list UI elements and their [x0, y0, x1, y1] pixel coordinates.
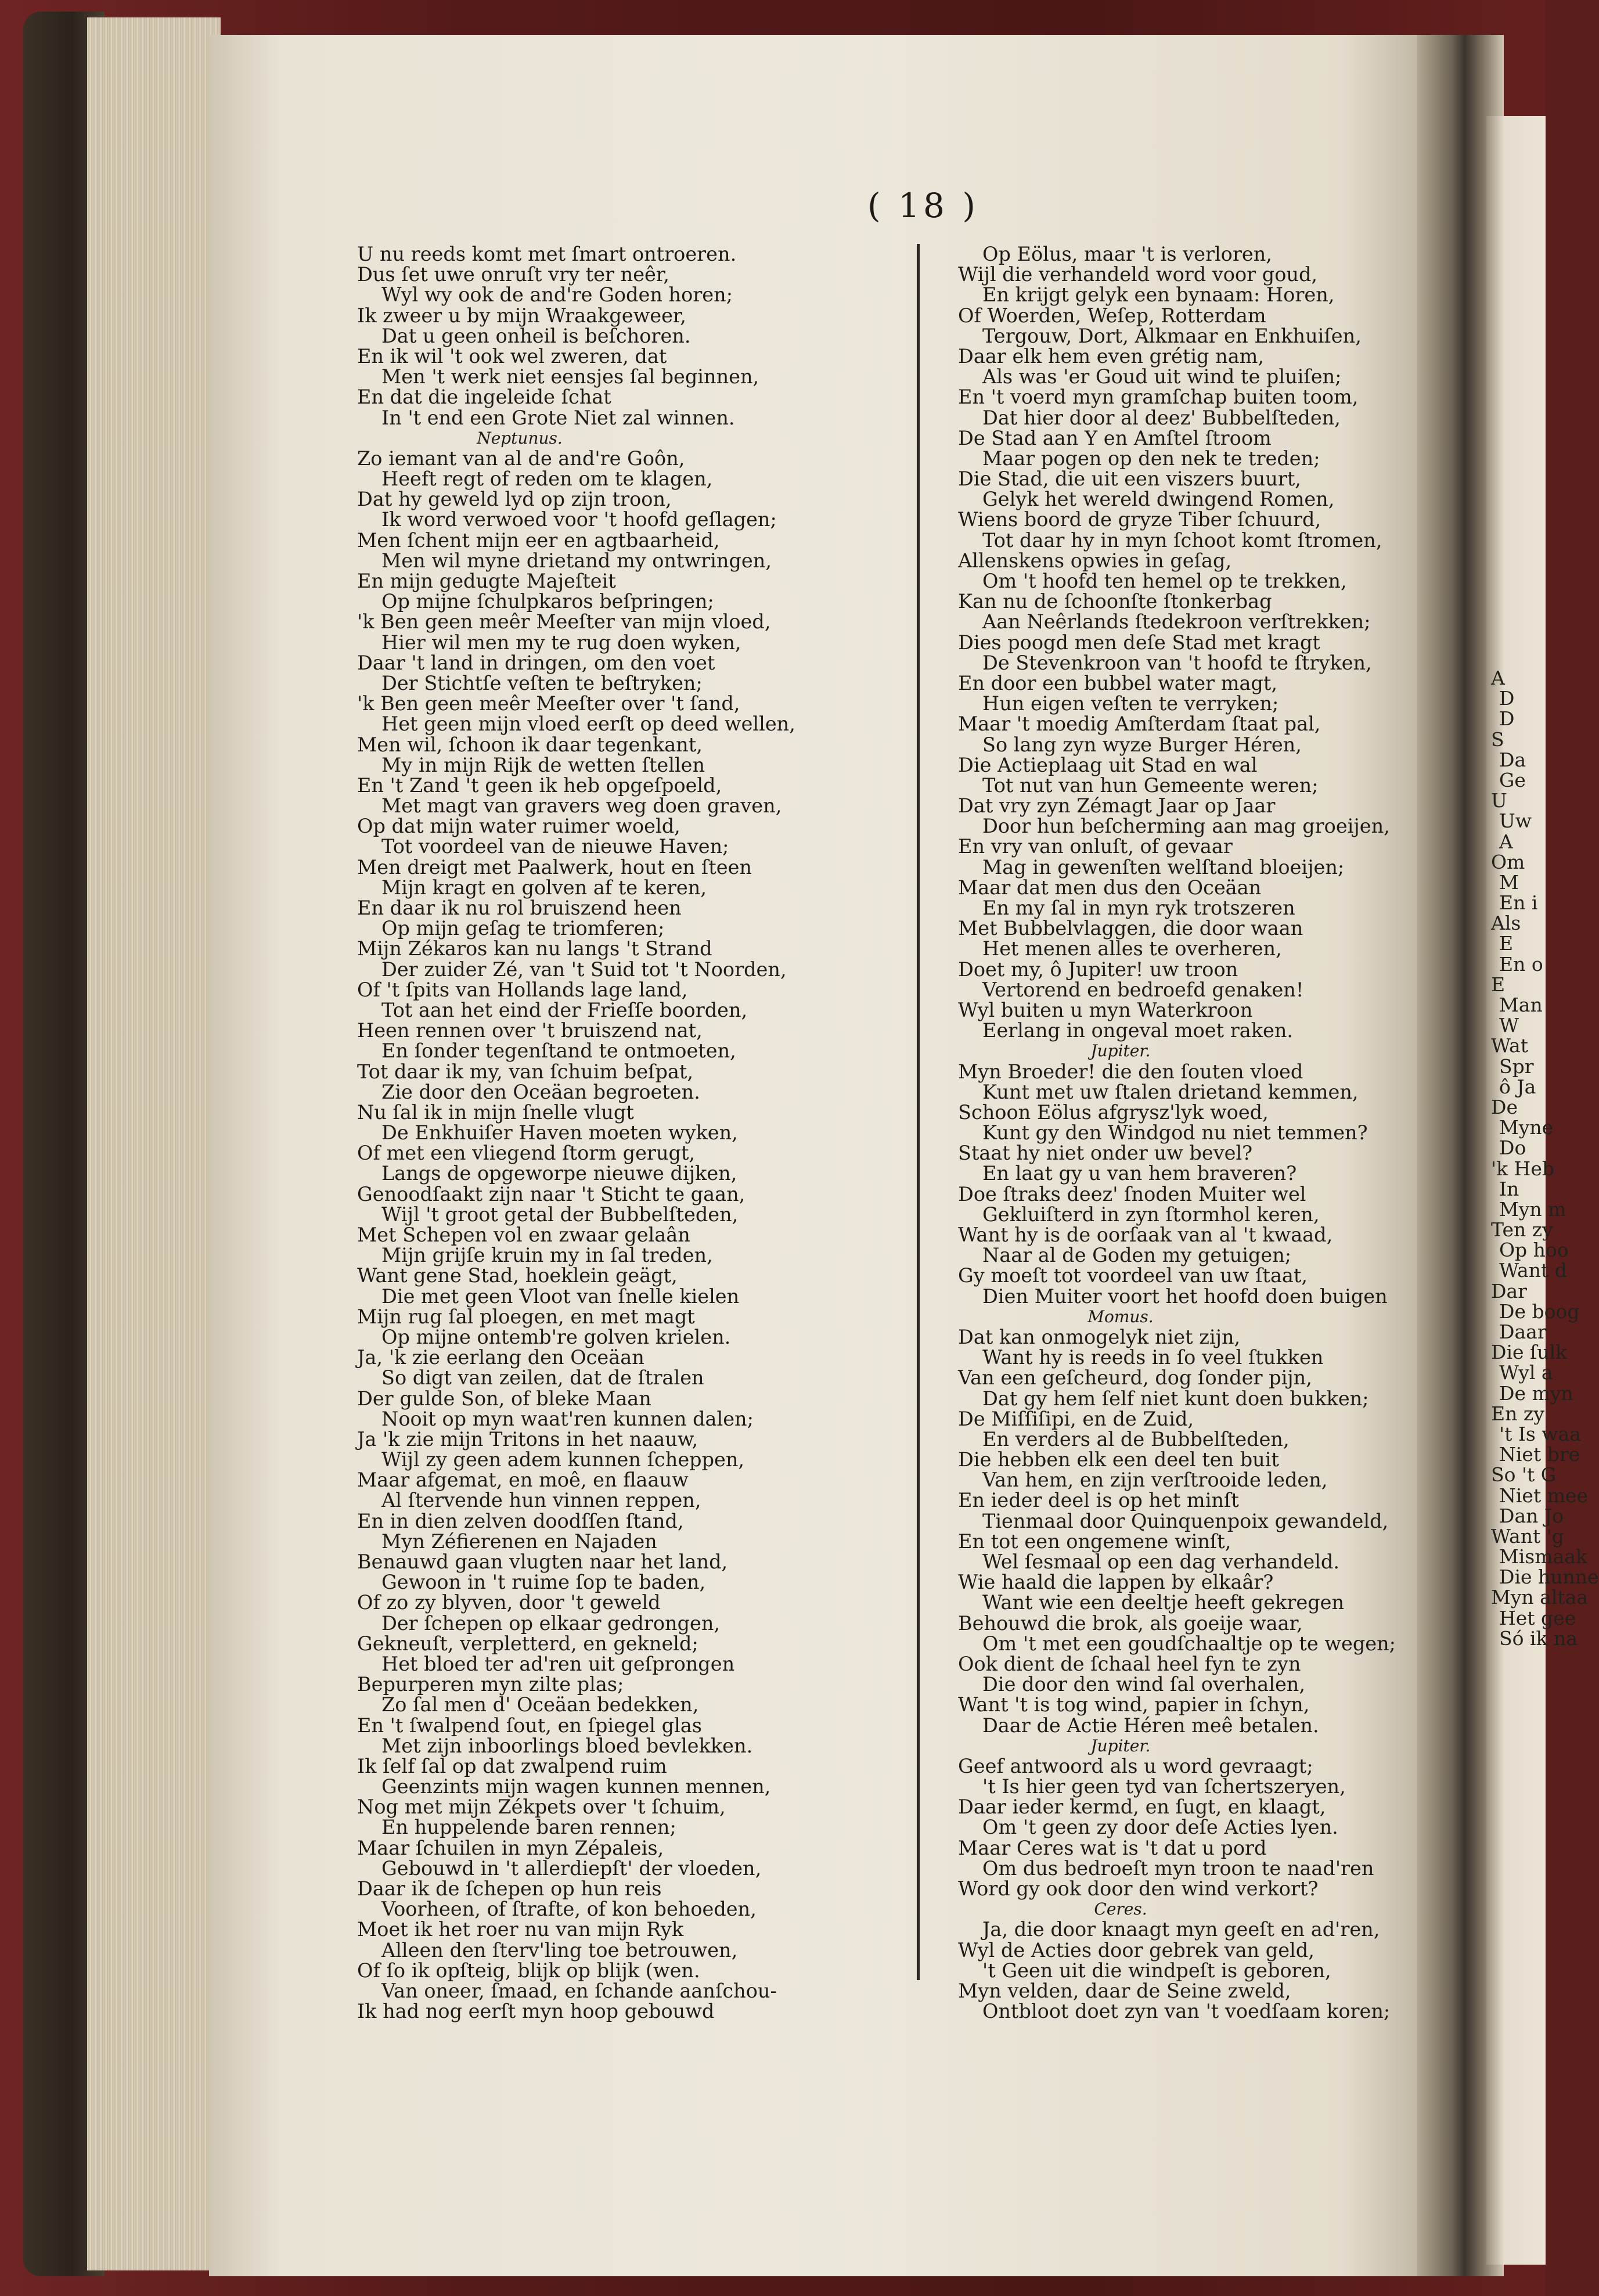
verse-line: Door hun beſcherming aan mag groeijen, [982, 815, 1390, 838]
verse-line: Daar 't land in dringen, om den voet [357, 651, 715, 674]
verse-line: Tot aan het eind der Frieſſe boorden, [381, 998, 748, 1021]
verse-line: Staat hy niet onder uw bevel? [958, 1142, 1253, 1165]
page-number: ( 18 ) [867, 186, 979, 225]
verse-line: Ook dient de ſchaal heel fyn te zyn [958, 1652, 1301, 1675]
facing-page-fragment: Myne [1499, 1116, 1554, 1139]
verse-line: Gewoon in 't ruime ſop te baden, [381, 1571, 706, 1594]
verse-line: Zie door den Oceäan begroeten. [381, 1080, 700, 1103]
facing-page-fragment: Man [1499, 994, 1543, 1016]
verse-line: In 't end een Grote Niet zal winnen. [381, 406, 735, 429]
verse-line: Ik zweer u by mijn Wraakgeweer, [357, 304, 686, 327]
verse-line: De Stevenkroon van 't hoofd te ſtryken, [982, 651, 1372, 674]
facing-page-fragment: De boog [1499, 1300, 1580, 1323]
verse-line: Kunt gy den Windgod nu niet temmen? [982, 1121, 1368, 1145]
verse-line: En in dien zelven doodſſen ſtand, [357, 1509, 684, 1532]
verse-line: Naar al de Goden my getuigen; [982, 1244, 1292, 1267]
facing-page-fragment: Als [1491, 912, 1521, 935]
verse-line: Men wil myne drietand my ontwringen, [381, 549, 772, 572]
verse-line: Tot daar ik my, van ſchuim beſpat, [357, 1060, 694, 1083]
speaker-name: Neptunus. [477, 428, 563, 448]
verse-line: Het geen mijn vloed eerſt op deed wellen, [381, 712, 795, 736]
verse-line: Vertorend en bedroefd genaken! [982, 978, 1304, 1001]
facing-page-fragment: 't Is waa [1499, 1422, 1581, 1445]
verse-line: Schoon Eölus afgrysz'lyk woed, [958, 1100, 1269, 1124]
verse-line: Die Actieplaag uit Stad en wal [958, 753, 1258, 776]
verse-line: Word gy ook door den wind verkort? [958, 1877, 1319, 1900]
verse-line: Men 't werk niet eensjes ſal beginnen, [381, 365, 759, 388]
facing-page-fragment: E [1491, 973, 1506, 996]
verse-line: Hier wil men my te rug doen wyken, [381, 631, 741, 654]
verse-line: Tot nut van hun Gemeente weren; [982, 773, 1319, 797]
verse-line: Benauwd gaan vlugten naar het land, [357, 1550, 728, 1573]
verse-line: En ik wil 't ook wel zweren, dat [357, 344, 667, 368]
verse-line: En daar ik nu rol bruiszend heen [357, 897, 682, 919]
verse-line: Die door den wind ſal overhalen, [982, 1673, 1306, 1696]
verse-line: Mag in gewenſten welſtand bloeijen; [982, 855, 1345, 879]
verse-line: Heen rennen over 't bruiszend nat, [357, 1019, 703, 1042]
verse-line: En 't Zand 't geen ik heb opgeſpoeld, [357, 773, 722, 797]
verse-line: Doet my, ô Jupiter! uw troon [958, 958, 1238, 981]
verse-line: En ieder deel is op het minſt [958, 1489, 1239, 1512]
verse-line: Tergouw, Dort, Alkmaar en Enkhuiſen, [982, 324, 1362, 347]
verse-line: Maar 't moedig Amſterdam ſtaat pal, [958, 712, 1321, 736]
verse-line: Van hem, en zijn verſtrooide leden, [982, 1469, 1328, 1492]
verse-line: Ik ſelf ſal op dat zwalpend ruim [357, 1754, 667, 1777]
verse-line: Op dat mijn water ruimer woeld, [357, 815, 680, 838]
verse-line: My in mijn Rijk de wetten ſtellen [381, 753, 705, 776]
verse-line: Mijn kragt en golven af te keren, [381, 876, 707, 899]
verse-line: Die Stad, die uit een viszers buurt, [958, 467, 1301, 491]
facing-page-fragment: D [1499, 687, 1515, 710]
verse-line: 't Is hier geen tyd van ſchertszeryen, [982, 1775, 1346, 1798]
verse-line: Wyl de Acties door gebrek van geld, [958, 1938, 1315, 1962]
verse-line: Ja, die door knaagt myn geeſt en ad'ren, [982, 1918, 1380, 1941]
facing-page-fragment: Want d [1499, 1259, 1567, 1282]
verse-line: En krijgt gelyk een bynaam: Horen, [982, 283, 1335, 307]
verse-line: 't Geen uit die windpeſt is geboren, [982, 1959, 1331, 1982]
verse-line: Dat hy geweld lyd op zijn troon, [357, 488, 672, 511]
verse-line: En huppelende baren rennen; [381, 1816, 676, 1839]
facing-page-fragment: Ge [1499, 768, 1526, 791]
facing-page-fragment: Daar [1499, 1320, 1547, 1343]
facing-page-fragment: In [1499, 1177, 1519, 1200]
verse-line: Der ſchepen op elkaar gedrongen, [381, 1611, 721, 1635]
facing-page-fragment: Het gee [1499, 1606, 1576, 1629]
verse-line: Daar de Actie Héren meê betalen. [982, 1714, 1319, 1737]
verse-line: En tot een ongemene winſt, [958, 1530, 1231, 1553]
verse-line: Wijl 't groot getal der Bubbelſteden, [381, 1203, 739, 1226]
verse-line: Langs de opgeworpe nieuwe dijken, [381, 1162, 737, 1185]
verse-line: Wyl wy ook de and're Goden horen; [381, 283, 733, 307]
verse-line: En verders al de Bubbelſteden, [982, 1427, 1290, 1451]
verse-line: Met Schepen vol en zwaar gelaân [357, 1223, 690, 1246]
verse-line: Heeft regt of reden om te klagen, [381, 467, 713, 491]
verse-line: En 't ſwalpend ſout, en ſpiegel glas [357, 1714, 702, 1737]
facing-page-fragment: Uw [1499, 809, 1532, 833]
verse-line: Gekluiſterd in zyn ſtormhol keren, [982, 1203, 1320, 1226]
verse-line: Men wil, ſchoon ik daar tegenkant, [357, 733, 703, 756]
facing-page-fragment: Myn m [1499, 1197, 1566, 1221]
verse-line: Of ſo ik opſteig, blijk op blijk (wen. [357, 1959, 700, 1982]
verse-line: Die met geen Vloot van ſnelle kielen [381, 1284, 740, 1308]
verse-line: Mijn grijſe kruin my in ſal treden, [381, 1244, 713, 1267]
verse-line: Als was 'er Goud uit wind te pluiſen; [982, 365, 1342, 388]
verse-line: Met Bubbelvlaggen, die door waan [958, 917, 1303, 940]
facing-page-fragment: So 't G [1491, 1463, 1557, 1487]
verse-line: En laat gy u van hem braveren? [982, 1162, 1297, 1185]
verse-line: So digt van zeilen, dat de ſtralen [381, 1366, 704, 1390]
verse-line: Of 't ſpits van Hollands lage land, [357, 978, 688, 1001]
verse-line: Maar Ceres wat is 't dat u pord [958, 1836, 1267, 1859]
verse-line: Op mijn geſag te triomferen; [381, 917, 665, 940]
facing-page-fragment: A [1491, 667, 1505, 689]
verse-line: Genoodſaakt zijn naar 't Sticht te gaan, [357, 1182, 746, 1205]
verse-line: Wiens boord de gryze Tiber ſchuurd, [958, 508, 1321, 531]
facing-page-fragment: De myn [1499, 1381, 1573, 1405]
speaker-name: Jupiter. [1090, 1736, 1151, 1755]
verse-line: Maar dat men dus den Oceäan [958, 876, 1262, 899]
verse-line: Van oneer, ſmaad, en ſchande aanſchou- [381, 1979, 777, 2002]
verse-line: Zo iemant van al de and're Goôn, [357, 447, 685, 470]
verse-line: Alleen den ſterv'ling toe betrouwen, [381, 1938, 738, 1962]
verse-line: Want 't is tog wind, papier in ſchyn, [958, 1693, 1310, 1716]
facing-page-fragment: Mismaak [1499, 1545, 1587, 1568]
verse-line: En 't voerd myn gramſchap buiten toom, [958, 386, 1359, 409]
verse-line: Daar ieder kermd, en ſugt, en klaagt, [958, 1795, 1326, 1819]
verse-line: Op mijne ſchulpkaros beſpringen; [381, 590, 714, 613]
verse-line: Maar afgemat, en moê, en flaauw [357, 1469, 689, 1492]
facing-page-fragment: Wyl a [1499, 1361, 1553, 1384]
facing-page-fragment: Myn altaa [1491, 1586, 1589, 1609]
facing-page [1486, 116, 1599, 2265]
verse-line: Eerlang in ongeval moet raken. [982, 1019, 1294, 1042]
verse-line: Of zo zy blyven, door 't geweld [357, 1591, 661, 1614]
verse-line: Gebouwd in 't allerdiepſt' der vloeden, [381, 1856, 762, 1880]
left-column [357, 244, 897, 2021]
facing-page-fragment: Wat [1491, 1034, 1528, 1057]
verse-line: De Miſſiſipi, en de Zuid, [958, 1407, 1194, 1430]
verse-line: Mijn rug ſal ploegen, en met magt [357, 1305, 695, 1328]
facing-page-fragment: En o [1499, 952, 1543, 976]
verse-line: Myn Zéfierenen en Najaden [381, 1530, 657, 1553]
verse-line: En my ſal in myn ryk trotszeren [982, 897, 1295, 919]
facing-page-fragment: Niet bre [1499, 1443, 1580, 1466]
facing-page-fragment: Da [1499, 748, 1526, 771]
verse-line: Ja, 'k zie eerlang den Oceäan [357, 1346, 644, 1369]
verse-line: Gelyk het wereld dwingend Romen, [982, 488, 1335, 511]
verse-line: Om 't hoofd ten hemel op te trekken, [982, 570, 1347, 592]
verse-line: Daar elk hem even grétig nam, [958, 344, 1265, 368]
speaker-name: Momus. [1087, 1307, 1154, 1326]
verse-line: Dat vry zyn Zémagt Jaar op Jaar [958, 794, 1276, 818]
verse-line: Dat gy hem ſelf niet kunt doen bukken; [982, 1387, 1369, 1410]
verse-line: Dies poogd men deſe Stad met kragt [958, 631, 1320, 654]
verse-line: Doe ſtraks deez' ſnoden Muiter wel [958, 1182, 1306, 1205]
verse-line: Tienmaal door Quinquenpoix gewandeld, [982, 1509, 1389, 1532]
facing-page-fragment: En i [1499, 891, 1538, 915]
verse-line: Behouwd die brok, als goeije waar, [958, 1611, 1303, 1635]
verse-line: Daar ik de ſchepen op hun reis [357, 1877, 662, 1900]
verse-line: Dien Muiter voort het hoofd doen buigen [982, 1284, 1388, 1308]
facing-page-fragment: Do [1499, 1136, 1526, 1160]
verse-line: Om 't met een goudſchaaltje op te wegen; [982, 1632, 1396, 1655]
verse-line: Al ſtervende hun vinnen reppen, [381, 1489, 701, 1512]
verse-line: Voorheen, of ſtrafte, of kon behoeden, [381, 1898, 757, 1921]
verse-line: Het bloed ter ad'ren uit geſprongen [381, 1652, 735, 1675]
page-edges [87, 17, 221, 2270]
verse-line: Der zuider Zé, van 't Suid tot 't Noorden, [381, 958, 787, 981]
verse-line: Wijl die verhandeld word voor goud, [958, 263, 1318, 286]
verse-line: Nooit op myn waat'ren kunnen dalen; [381, 1407, 754, 1430]
verse-line: U nu reeds komt met ſmart ontroeren. [357, 243, 737, 265]
verse-line: Dat u geen onheil is beſchoren. [381, 324, 691, 347]
verse-line: Want wie een deeltje heeft gekregen [982, 1591, 1345, 1614]
verse-line: Aan Neêrlands ſtedekroon verſtrekken; [982, 610, 1371, 634]
verse-line: De Enkhuiſer Haven moeten wyken, [381, 1121, 738, 1145]
verse-line: Bepurperen myn zilte plas; [357, 1673, 624, 1696]
facing-page-fragment: Want 'g [1491, 1524, 1564, 1548]
verse-line: Myn Broeder! die den ſouten vloed [958, 1060, 1303, 1083]
verse-line: Dat kan onmogelyk niet zijn, [958, 1325, 1241, 1348]
verse-line: 'k Ben geen meêr Meeſter over 't ſand, [357, 692, 740, 715]
verse-line: Myn velden, daar de Seine zweld, [958, 1979, 1291, 2002]
facing-page-fragment: S [1491, 728, 1504, 751]
facing-page-fragment: Spr [1499, 1055, 1534, 1078]
verse-line: Ik had nog eerſt myn hoop gebouwd [357, 2000, 715, 2023]
facing-page-fragment: M [1499, 870, 1519, 894]
verse-line: Want hy is reeds in ſo veel ſtukken [982, 1346, 1324, 1369]
verse-line: Der gulde Son, of bleke Maan [357, 1387, 651, 1410]
verse-line: Dus ſet uwe onruſt vry ter neêr, [357, 263, 669, 286]
verse-line: Moet ik het roer nu van mijn Ryk [357, 1918, 684, 1941]
verse-line: Om dus bedroeſt myn troon te naad'ren [982, 1856, 1374, 1880]
facing-page-fragment: Niet mee [1499, 1484, 1589, 1507]
verse-line: Der Stichtſe veſten te beſtryken; [381, 671, 703, 694]
verse-line: Kan nu de ſchoonſte ſtonkerbag [958, 590, 1272, 613]
facing-page-fragment: Op hoo [1499, 1239, 1569, 1262]
verse-line: Men dreigt met Paalwerk, hout en ſteen [357, 855, 752, 879]
facing-page-fragment: U [1491, 789, 1507, 812]
facing-page-fragment: Ten zy [1491, 1218, 1553, 1241]
verse-line: Nog met mijn Zékpets over 't ſchuim, [357, 1795, 726, 1819]
verse-line: Men ſchent mijn eer en agtbaarheid, [357, 528, 720, 552]
facing-page-fragment: 'k Heb [1491, 1157, 1554, 1180]
verse-line: Geef antwoord als u word gevraagt; [958, 1754, 1313, 1777]
verse-line: Zo ſal men d' Oceäan bedekken, [381, 1693, 699, 1716]
verse-line: Wel ſesmaal op een dag verhandeld. [982, 1550, 1339, 1573]
facing-page-fragment: Die hunne [1499, 1566, 1599, 1589]
verse-line: Mijn Zékaros kan nu langs 't Strand [357, 937, 712, 960]
verse-line: De Stad aan Y en Amſtel ſtroom [958, 426, 1272, 449]
facing-page-fragment: Dar [1491, 1279, 1527, 1302]
verse-line: Gekneuſt, verpletterd, en gekneld; [357, 1632, 698, 1655]
verse-line: Gy moeſt tot voordeel van uw ſtaat, [958, 1264, 1308, 1287]
facing-page-fragment: E [1499, 932, 1514, 955]
verse-line: Op Eölus, maar 't is verloren, [982, 243, 1272, 265]
verse-line: En door een bubbel water magt, [958, 671, 1277, 694]
right-column [958, 244, 1417, 2021]
facing-page-fragment: En zy [1491, 1402, 1544, 1425]
verse-line: Ja 'k zie mijn Tritons in het naauw, [357, 1427, 698, 1451]
facing-page-fragment: De [1491, 1095, 1518, 1118]
verse-line: Want gene Stad, hoeklein geägt, [357, 1264, 678, 1287]
verse-line: Wyl buiten u myn Waterkroon [958, 998, 1253, 1021]
verse-line: 'k Ben geen meêr Meeſter van mijn vloed, [357, 610, 771, 634]
verse-line: Met magt van gravers weg doen graven, [381, 794, 782, 818]
speaker-name: Jupiter. [1090, 1041, 1151, 1061]
verse-line: Hun eigen veſten te verryken; [982, 692, 1279, 715]
verse-line: Om 't geen zy door deſe Acties lyen. [982, 1816, 1338, 1839]
facing-page-fragment: D [1499, 707, 1515, 730]
facing-page-fragment: W [1499, 1014, 1519, 1037]
verse-line: Op mijne ontemb're golven krielen. [381, 1325, 731, 1348]
verse-line: Die hebben elk een deel ten buit [958, 1448, 1279, 1471]
verse-line: Wie haald die lappen by elkaâr? [958, 1571, 1274, 1594]
speaker-name: Ceres. [1094, 1899, 1147, 1919]
verse-line: Maar ſchuilen in myn Zépaleis, [357, 1836, 664, 1859]
verse-line: Wijl zy geen adem kunnen ſcheppen, [381, 1448, 745, 1471]
verse-line: Ontbloot doet zyn van 't voedſaam koren; [982, 2000, 1391, 2023]
verse-line: Het menen alles te overheren, [982, 937, 1282, 960]
verse-line: Met zijn inboorlings bloed bevlekken. [381, 1734, 753, 1757]
verse-line: Van een geſcheurd, dog ſonder pijn, [958, 1366, 1312, 1390]
verse-line: So lang zyn wyze Burger Héren, [982, 733, 1302, 756]
verse-line: Maar pogen op den nek te treden; [982, 447, 1320, 470]
verse-line: Of met een vliegend ſtorm gerugt, [357, 1142, 696, 1165]
verse-line: Want hy is de oorſaak van al 't kwaad, [958, 1223, 1333, 1246]
verse-line: Nu ſal ik in mijn ſnelle vlugt [357, 1100, 634, 1124]
facing-page-fragment: Só ik na [1499, 1626, 1578, 1650]
column-divider [917, 244, 920, 1980]
verse-line: Geenzints mijn wagen kunnen mennen, [381, 1775, 771, 1798]
verse-line: En vry van onluſt, of gevaar [958, 835, 1233, 858]
verse-line: En ſonder tegenſtand te ontmoeten, [381, 1039, 736, 1063]
verse-line: En mijn gedugte Majeſteit [357, 570, 616, 592]
facing-page-fragment: Dan Jo [1499, 1504, 1564, 1527]
verse-line: Ik word verwoed voor 't hoofd geſlagen; [381, 508, 777, 531]
facing-page-fragment: Om [1491, 850, 1525, 873]
verse-line: Allenskens opwies in geſag, [958, 549, 1232, 572]
verse-line: Tot daar hy in myn ſchoot komt ſtromen, [982, 528, 1382, 552]
facing-page-fragment: ô Ja [1499, 1075, 1536, 1098]
verse-line: Tot voordeel van de nieuwe Haven; [381, 835, 729, 858]
verse-line: Dat hier door al deez' Bubbelſteden, [982, 406, 1341, 429]
verse-line: Of Woerden, Weſep, Rotterdam [958, 304, 1266, 327]
facing-page-fragment: Die ſulk [1491, 1341, 1568, 1364]
verse-line: Kunt met uw ſtalen drietand kemmen, [982, 1080, 1359, 1103]
facing-page-fragment: A [1499, 830, 1513, 853]
verse-line: En dat die ingeleide ſchat [357, 386, 611, 409]
